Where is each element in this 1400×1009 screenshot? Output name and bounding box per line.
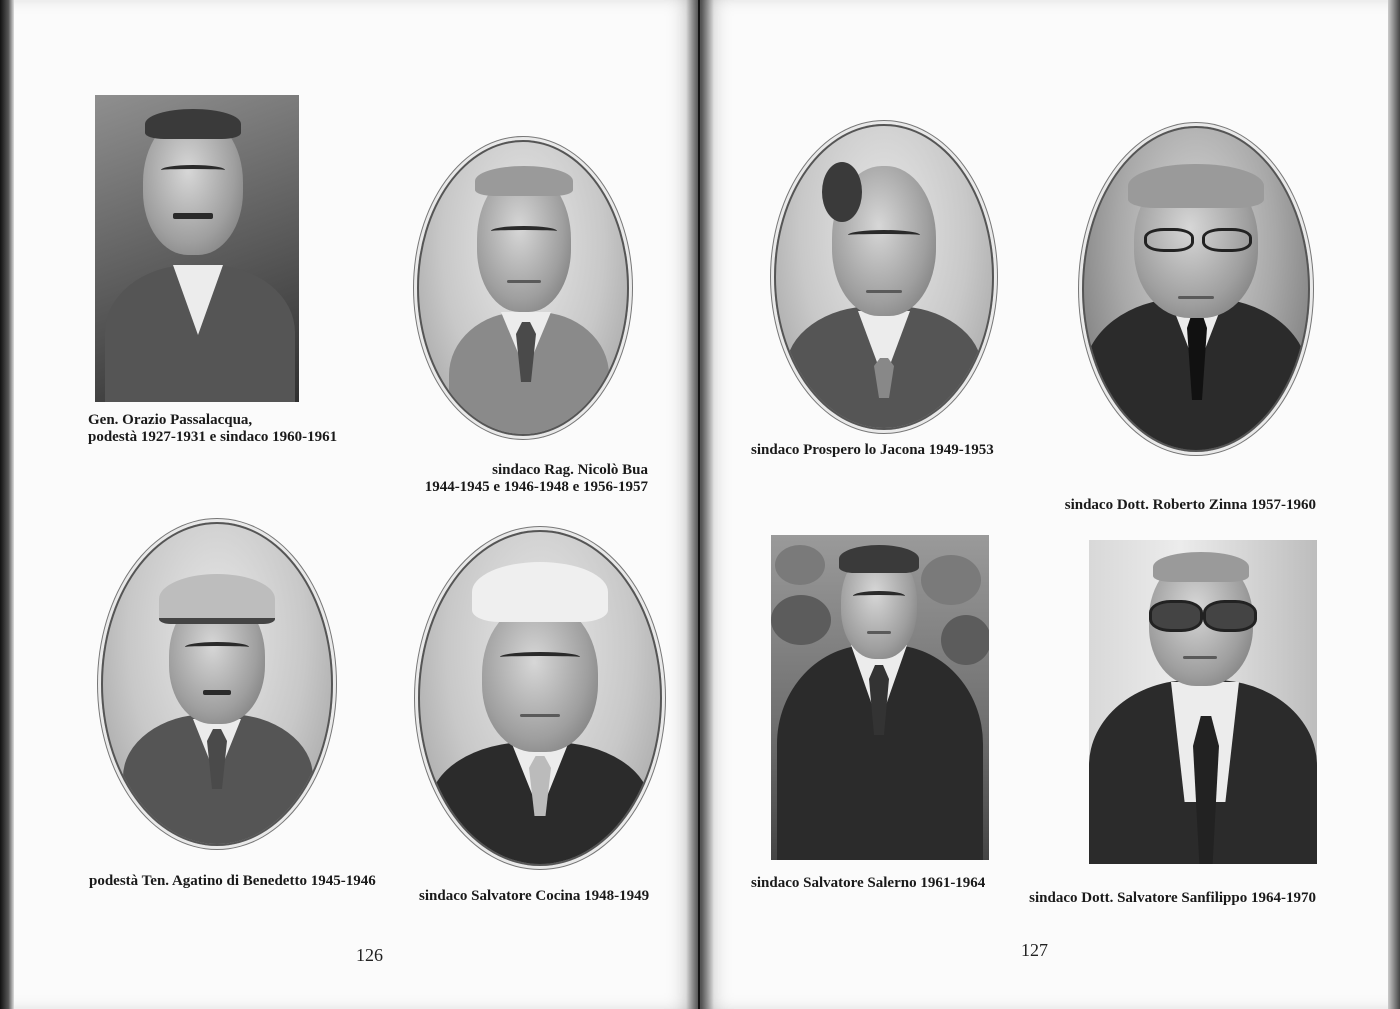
figure-mouth <box>866 290 902 293</box>
figure-mouth <box>867 631 891 634</box>
portrait-bua <box>417 140 629 436</box>
figure-mouth <box>1178 296 1214 299</box>
figure-eyes <box>848 230 920 240</box>
portrait-cocina <box>418 530 662 866</box>
portrait-sanfilippo <box>1089 540 1317 864</box>
figure-hair <box>475 166 573 196</box>
caption-sanfilippo: sindaco Dott. Salvatore Sanfilippo 1964-1970 <box>1029 890 1316 906</box>
book-edge-left <box>0 0 14 1009</box>
figure-mouth <box>507 280 541 283</box>
caption-bua <box>419 462 648 496</box>
portrait-passalacqua <box>95 95 299 402</box>
page-number-left: 126 <box>356 945 383 965</box>
portrait-lo-jacona <box>774 124 994 430</box>
background-cactus <box>921 555 981 605</box>
figure-eyes <box>161 165 225 175</box>
eyeglasses <box>1144 228 1194 252</box>
caption-di-benedetto: podestà Ten. Agatino di Benedetto 1945-1946 <box>89 873 376 889</box>
sunglasses <box>1149 600 1203 632</box>
figure-hair <box>472 562 608 622</box>
figure-hair <box>1153 552 1249 582</box>
figure-hair <box>839 545 919 573</box>
background-cactus <box>771 595 831 645</box>
figure-head <box>482 602 598 752</box>
figure-hair <box>145 109 241 139</box>
figure-eyes <box>853 591 905 601</box>
figure-mouth <box>520 714 560 717</box>
eyeglasses <box>1202 228 1252 252</box>
caption-salerno: sindaco Salvatore Salerno 1961-1964 <box>751 875 986 891</box>
caption-passalacqua <box>88 412 337 446</box>
caption-zinna: sindaco Dott. Roberto Zinna 1957-1960 <box>1064 497 1316 513</box>
caption-passalacqua-line2: podestà 1927-1931 e sindaco 1960-1961 <box>88 429 338 445</box>
figure-mustache <box>173 213 213 219</box>
page-number-right: 127 <box>1021 940 1048 960</box>
figure-eyes <box>491 226 557 236</box>
portrait-salerno <box>771 535 989 860</box>
right-page <box>700 0 1388 1009</box>
caption-passalacqua-line1: Gen. Orazio Passalacqua, <box>88 412 253 428</box>
caption-bua-line1: sindaco Rag. Nicolò Bua <box>492 462 648 478</box>
figure-mustache <box>203 690 231 695</box>
military-cap <box>159 574 275 624</box>
figure-hair <box>822 162 862 222</box>
figure-eyes <box>500 652 580 662</box>
portrait-zinna <box>1082 126 1310 452</box>
caption-bua-line2: 1944-1945 e 1946-1948 e 1956-1957 <box>424 479 648 495</box>
background-cactus <box>941 615 989 665</box>
left-page <box>14 0 698 1009</box>
book-edge-right <box>1388 0 1400 1009</box>
figure-hair <box>1128 164 1264 208</box>
portrait-di-benedetto <box>101 522 333 846</box>
figure-mouth <box>1183 656 1217 659</box>
caption-lo-jacona: sindaco Prospero lo Jacona 1949-1953 <box>751 442 994 458</box>
book-spine-gutter <box>686 0 714 1009</box>
figure-eyes <box>185 642 249 652</box>
sunglasses <box>1203 600 1257 632</box>
caption-cocina: sindaco Salvatore Cocina 1948-1949 <box>419 888 650 904</box>
background-cactus <box>775 545 825 585</box>
